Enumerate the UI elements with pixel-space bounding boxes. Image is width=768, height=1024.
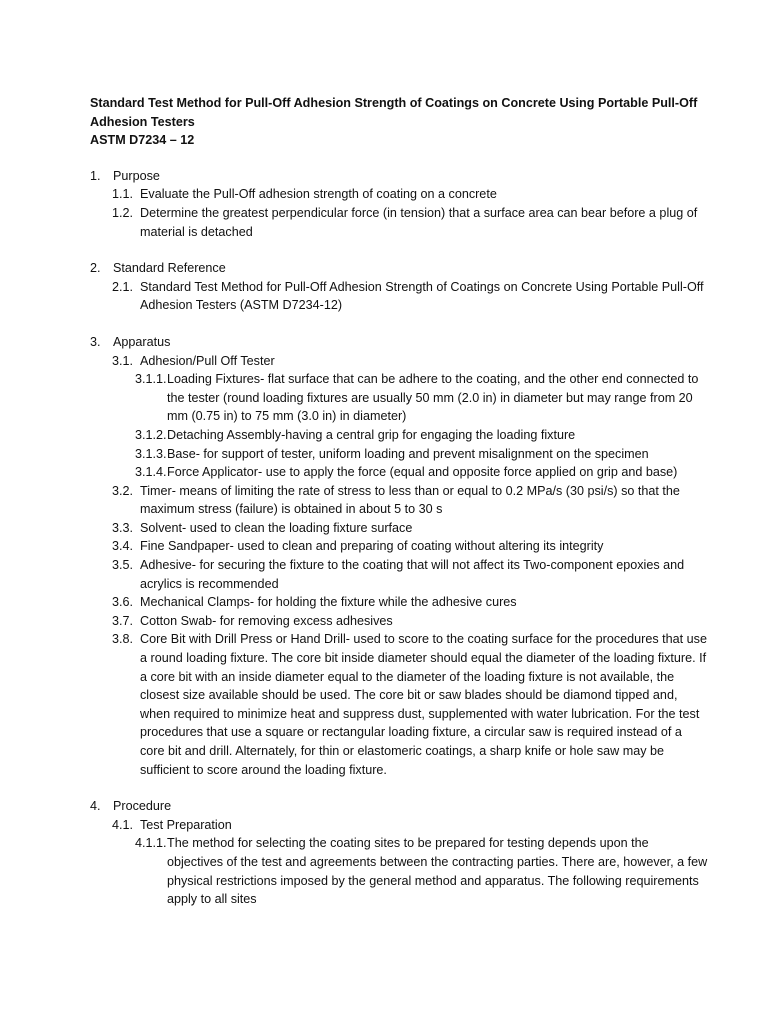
section-apparatus — [90, 333, 708, 779]
list-item — [90, 556, 708, 593]
item-number: 3.1.1. — [135, 372, 167, 387]
item-number: 3.1.4. — [135, 465, 167, 480]
section-heading — [90, 797, 708, 816]
item-text: Standard Test Method for Pull-Off Adhesion Strength of Coatings on Concrete Using Portable Pull-Off Adhesion Testers (ASTM D7234-12) — [140, 279, 704, 313]
list-item — [90, 630, 708, 779]
document-code: ASTM D7234 – 12 — [90, 133, 195, 148]
list-item — [90, 185, 708, 204]
item-number: 3.1.2. — [135, 427, 167, 442]
sub-list-item — [90, 463, 708, 482]
section-heading — [90, 167, 708, 186]
section-number: 4. — [90, 799, 101, 814]
item-text: Test Preparation — [140, 817, 232, 832]
item-number: 1.1. — [112, 187, 134, 202]
section-title: Standard Reference — [113, 261, 226, 276]
section-title: Apparatus — [113, 334, 171, 349]
item-text: Adhesive- for securing the fixture to the coating that will not affect its Two-component epoxies and acrylics is recommended — [140, 558, 685, 591]
item-number: 3.8. — [112, 632, 134, 647]
sub-list-item — [90, 834, 708, 908]
list-item — [90, 593, 708, 612]
section-title: Purpose — [113, 168, 160, 183]
list-item — [90, 537, 708, 556]
item-number: 2.1. — [112, 279, 134, 294]
item-number: 3.7. — [112, 613, 134, 628]
document-title: Standard Test Method for Pull-Off Adhesion Strength of Coatings on Concrete Using Portable Pull-Off Adhesion Testers — [90, 96, 698, 129]
list-item — [90, 352, 708, 371]
list-item — [90, 612, 708, 631]
section-title: Procedure — [113, 799, 172, 814]
section-heading — [90, 333, 708, 352]
item-text: Timer- means of limiting the rate of stress to less than or equal to 0.2 MPa/s (30 psi/s) so that the maximum stress (failure) is obtained in about 5 to 30 s — [140, 483, 680, 517]
item-number: 4.1. — [112, 817, 134, 832]
item-text: Evaluate the Pull-Off adhesion strength of coating on a concrete — [140, 187, 497, 202]
section-purpose — [90, 167, 708, 241]
item-text: Detaching Assembly-having a central grip for engaging the loading fixture — [167, 427, 576, 442]
section-number: 2. — [90, 261, 101, 276]
section-standard-reference — [90, 259, 708, 315]
section-number: 1. — [90, 168, 101, 183]
item-number: 3.1. — [112, 353, 134, 368]
item-text: Solvent- used to clean the loading fixture surface — [140, 520, 413, 535]
item-text: Loading Fixtures- flat surface that can be adhere to the coating, and the other end connected to the tester (round loading fixtures are usually 50 mm (2.0 in) in diameter but may range from 20 mm (0.75 in) to 75 mm (3.0 in) in diameter) — [167, 372, 699, 424]
sub-list-item — [90, 370, 708, 426]
item-text: Determine the greatest perpendicular force (in tension) that a surface area can bear before a plug of material is detached — [140, 205, 698, 239]
item-text: Fine Sandpaper- used to clean and preparing of coating without altering its integrity — [140, 539, 604, 554]
list-item — [90, 204, 708, 241]
item-text: Core Bit with Drill Press or Hand Drill- used to score to the coating surface for the procedures that use a round loading fixture. The core bit inside diameter should equal the diameter of the loading fixture. If a core bit with an inside diameter equal to the diameter of the loading fixture is not available, the closest size available should be used. The core bit or saw blades should be diamond tipped and, when required to minimize heat and suppress dust, supplemented with water lubrication. For the test procedures that use a square or rectangular loading fixture, a circular saw is required instead of a core bit and drill. Alternately, for thin or elastomeric coatings, a sharp knife or hole saw may be sufficient to score around the loading fixture. — [140, 632, 707, 777]
item-number: 3.3. — [112, 520, 134, 535]
item-text: Adhesion/Pull Off Tester — [140, 353, 275, 368]
item-number: 3.4. — [112, 539, 134, 554]
item-text: Mechanical Clamps- for holding the fixture while the adhesive cures — [140, 595, 517, 610]
item-text: Cotton Swab- for removing excess adhesives — [140, 613, 393, 628]
list-item — [90, 519, 708, 538]
section-number: 3. — [90, 334, 101, 349]
item-number: 3.6. — [112, 595, 134, 610]
item-number: 3.1.3. — [135, 446, 167, 461]
item-number: 4.1.1. — [135, 836, 167, 851]
item-text: The method for selecting the coating sites to be prepared for testing depends upon the objectives of the test and agreements between the contracting parties. There are, however, a few physical restrictions imposed by the general method and apparatus. The following requirements apply to all sites — [167, 836, 708, 907]
sub-list-item — [90, 426, 708, 445]
item-number: 1.2. — [112, 205, 134, 220]
list-item — [90, 278, 708, 315]
section-heading — [90, 259, 708, 278]
list-item — [90, 482, 708, 519]
item-number: 3.5. — [112, 558, 134, 573]
item-text: Base- for support of tester, uniform loading and prevent misalignment on the specimen — [167, 446, 649, 461]
sub-list-item — [90, 445, 708, 464]
item-text: Force Applicator- use to apply the force (equal and opposite force applied on grip and base) — [167, 465, 678, 480]
item-number: 3.2. — [112, 483, 134, 498]
section-procedure — [90, 797, 708, 909]
list-item — [90, 816, 708, 835]
